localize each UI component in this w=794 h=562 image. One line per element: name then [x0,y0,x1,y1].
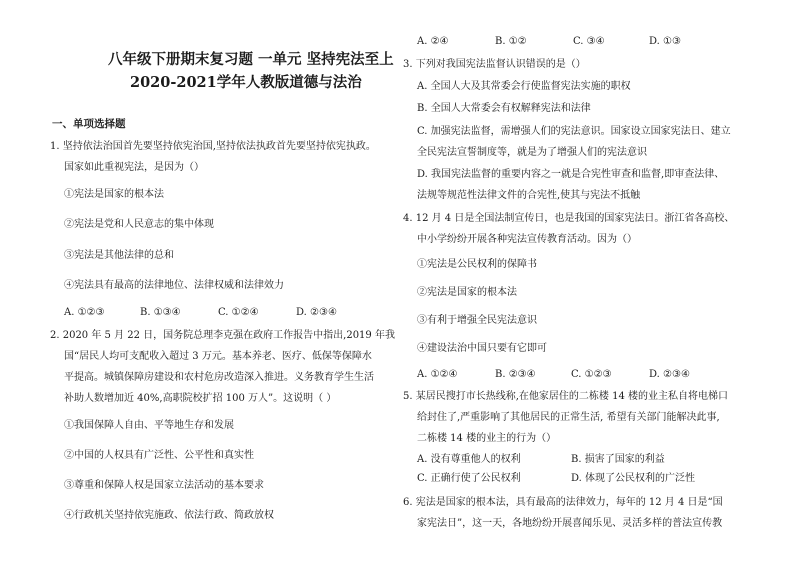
q5-stem-line-1: 5. 某居民搜打市长热线称,在他家居住的二栋楼 14 楼的业主私自将电梯口 [403,391,728,402]
q2-stem-line-1: 2. 2020 年 5 月 22 日，国务院总理李克强在政府工作报告中指出,2019 年我 [50,330,395,341]
q5-stem-line-2: 给封住了,严重影响了其他居民的正常生活, 希望有关部门能解决此事, [417,412,720,423]
q5-stem-line-3: 二栋楼 14 楼的业主的行为（） [417,433,557,444]
q4-item-4: ④建设法治中国只要有它即可 [417,343,547,354]
q3-option-c-line-2: 全民宪法宣誓制度等，就是为了增强人们的宪法意识 [417,147,647,158]
q4-stem-line-1: 4. 12 月 4 日是全国法制宣传日，也是我国的国家宪法日。浙江省各高校、 [403,213,735,224]
q4-item-1: ①宪法是公民权利的保障书 [417,259,537,270]
q1-option-a: A. ①②③ [64,307,105,318]
q2-option-d: D. ①③ [649,36,681,47]
q6-stem-line-1: 6. 宪法是国家的根本法，具有最高的法律效力，每年的 12 月 4 日是“国 [403,497,723,508]
q2-stem-line-2: 国“居民人均可支配收入超过 3 万元。基本养老、医疗、低保等保障水 [64,351,372,362]
q2-option-b: B. ①② [495,36,527,47]
q2-item-4: ④行政机关坚持依宪施政、依法行政、简政放权 [64,510,274,521]
q1-stem-line-1: 1. 坚持依法治国首先要坚持依宪治国,坚持依法执政首先要坚持依宪执政。 [50,141,376,152]
q1-stem-line-2: 国家如此重视宪法，是因为（） [64,162,204,173]
q1-option-d: D. ②③④ [296,307,337,318]
q4-option-c: C. ①②③ [571,369,612,380]
q5-option-b: B. 损害了国家的利益 [571,454,665,465]
title-line-1: 八年级下册期末复习题 一单元 坚持宪法至上 [108,51,394,68]
q5-option-a: A. 没有尊重他人的权利 [417,454,521,465]
q5-option-d: D. 体现了公民权利的广泛性 [571,473,696,484]
q2-stem-line-3: 平提高。城镇保障房建设和农村危房改造深入推进。义务教育学生生活 [64,372,374,383]
q1-option-c: C. ①②④ [218,307,259,318]
q1-option-b: B. ①③④ [140,307,181,318]
q6-stem-line-2: 家宪法日”，这一天，各地纷纷开展喜闻乐见、灵活多样的普法宣传教 [417,518,723,529]
q4-option-b: B. ②③④ [495,369,536,380]
q1-item-2: ②宪法是党和人民意志的集中体现 [64,219,214,230]
q4-item-2: ②宪法是国家的根本法 [417,287,517,298]
q4-item-3: ③有利于增强全民宪法意识 [417,315,537,326]
q4-stem-line-2: 中小学纷纷开展各种宪法宣传教育活动。因为（） [417,234,637,245]
q1-item-3: ③宪法是其他法律的总和 [64,250,174,261]
q2-item-3: ③尊重和保障人权是国家立法活动的基本要求 [64,480,264,491]
q4-option-d: D. ②③④ [649,369,690,380]
q3-option-a: A. 全国人大及其常委会行使监督宪法实施的职权 [417,81,631,92]
q2-item-1: ①我国保障人自由、平等地生存和发展 [64,420,234,431]
title-line-2: 2020-2021学年人教版道德与法治 [130,74,362,91]
q2-item-2: ②中国的人权具有广泛性、公平性和真实性 [64,450,254,461]
q3-stem: 3. 下列对我国宪法监督认识错误的是（） [403,59,586,70]
q3-option-c-line-1: C. 加强宪法监督，需增强人们的宪法意识。国家设立国家宪法日、建立 [417,126,731,137]
q2-option-c: C. ③④ [573,36,605,47]
q4-option-a: A. ①②④ [417,369,458,380]
q3-option-d-line-2: 法规等规范性法律文件的合宪性,使其与宪法不抵触 [417,190,641,201]
q5-option-c: C. 正确行使了公民权利 [417,473,521,484]
q1-item-4: ④宪法具有最高的法律地位、法律权威和法律效力 [64,280,284,291]
q3-option-d-line-1: D. 我国宪法监督的重要内容之一就是合宪性审查和监督,即审查法律、 [417,169,725,180]
q1-item-1: ①宪法是国家的根本法 [64,189,164,200]
q2-option-a: A. ②④ [417,36,449,47]
q2-stem-line-4: 补助人数增加近 40%,高职院校扩招 100 万人”。这说明（ ） [64,393,337,404]
section-heading: 一、单项选择题 [52,118,126,130]
q3-option-b: B. 全国人大常委会有权解释宪法和法律 [417,103,591,114]
